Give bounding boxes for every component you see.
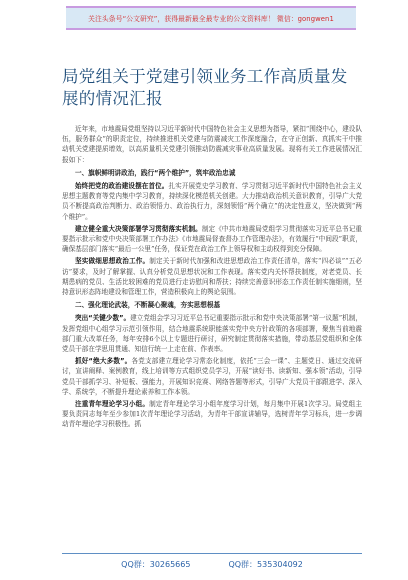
document-body <box>62 124 362 548</box>
body-paragraph <box>62 399 362 430</box>
intro-paragraph: 近年来，市地震局党组坚持以习近平新时代中国特色社会主义思想为指导，紧扣“围绕中心，建设队伍，服务群众”的职责定位，持续推进机关党建与防震减灾工作深度融合，在守正创新、真抓实干中推动机关党建提质增效，以高质量机关党建引领推动防震减灾事业高质量发展。现将有关工作进展情况汇报如下： <box>62 125 362 164</box>
footer-contact <box>62 553 362 570</box>
document-title: 局党组关于党建引领业务工作高质量发展的情况汇报 <box>62 67 348 108</box>
paragraph-text: 制定青年理论学习小组年度学习计划，每月集中开展1次学习。局党组主要负责同志每年至少参加1次青年理论学习活动，为青年干部宣讲辅导，选树青年学习标兵，进一步调动青年理论学习积极性。抓 <box>62 400 362 429</box>
paragraph-lead: 抓好“绝大多数”。 <box>75 357 132 366</box>
paragraph-lead: 坚实做细思想政治工作。 <box>75 257 150 266</box>
paragraph-text: 制定关于新时代加强和改进思想政治工作责任清单，落实“四必谈”“五必访”要求，及时了解掌握、认真分析党员思想状况和工作表现。落实党内关怀帮扶制度，对老党员、长期患病的党员、生活比较困难的党员进行走访慰问和帮扶；持续完善意识形态工作责任制实施细则，坚持意识形态阵地建设和管理工作，营造积极向上的舆论氛围。 <box>62 257 362 297</box>
paragraph-lead: 始终把党的政治建设摆在首位。 <box>75 182 169 191</box>
paragraph-lead: 突出“关键少数”。 <box>75 314 131 323</box>
paragraph-lead: 注重青年理论学习小组。 <box>75 400 150 409</box>
paragraph-lead: 建立健全重大决策部署学习贯彻落实机制。 <box>75 224 202 233</box>
paragraph-text: 制定《中共市地震局党组学习贯彻落实习近平总书记重要指示批示和党中央决策部署工作办法》《市地震局督查督办工作管理办法》，有效履行“中间段”职责，确保基层部门落实“最后一公里”任务，保证党在政治工作上领导权和主动权得到充分保障。 <box>62 224 362 254</box>
body-paragraph <box>62 313 362 354</box>
section-heading-1: 一、旗帜鲜明讲政治，践行“两个维护”，筑牢政治忠诚 <box>75 168 236 177</box>
promo-banner <box>66 6 356 30</box>
qq-group-1: QQ群：30265665 <box>121 560 191 569</box>
section-heading-2: 二、强化理论武装，不断凝心聚魂，夯实思想根基 <box>75 301 221 310</box>
qq-group-2: QQ群：535304092 <box>228 560 303 569</box>
promo-banner-text: 关注头条号“公文研究”，获得最新最全最专业的公文资料库！ 微信：gongwen1 <box>88 15 334 23</box>
paragraph-text: 建立党组会学习习近平总书记重要指示批示和党中央决策部署“第一议题”机制，发挥党组中心组学习示范引领作用，结合地震系统职能落实党中央方针政策的各项部署，聚焦当前地震部门重大改革任务，每年安排6个以上专题进行研讨，研究制定贯彻落实措施，带动基层党组织和全体党员干部在学思用贯通、知信行统一上走在前、作表率。 <box>62 314 362 354</box>
body-paragraph <box>62 181 362 222</box>
paragraph-text: 各党支部建立理论学习常态化制度，依托“三会一课”、主题党日、通过交流研讨，宣讲阐释、案例教育，线上培训等方式组织党员学习，开展“读好书、读新知、强本领”活动，引导党员干部抓学习、补短板、强能力，开展知识竞赛、网络答题等形式，引导广大党员干部跟进学、深入学、系统学，不断提升理论素养和工作本领。 <box>62 357 362 396</box>
paragraph-text: 扎实开展党史学习教育、学习贯彻习近平新时代中国特色社会主义思想主题教育等党内集中学习教育，持续深化模范机关创建。大力推动政治机关意识教育，引导广大党员不断提高政治判断力、政治领悟力、政治执行力，深刻领悟“两个确立”的决定性意义，坚决做到“两个维护”。 <box>62 182 362 221</box>
body-paragraph <box>62 356 362 397</box>
body-paragraph <box>62 224 362 255</box>
body-paragraph <box>62 256 362 297</box>
